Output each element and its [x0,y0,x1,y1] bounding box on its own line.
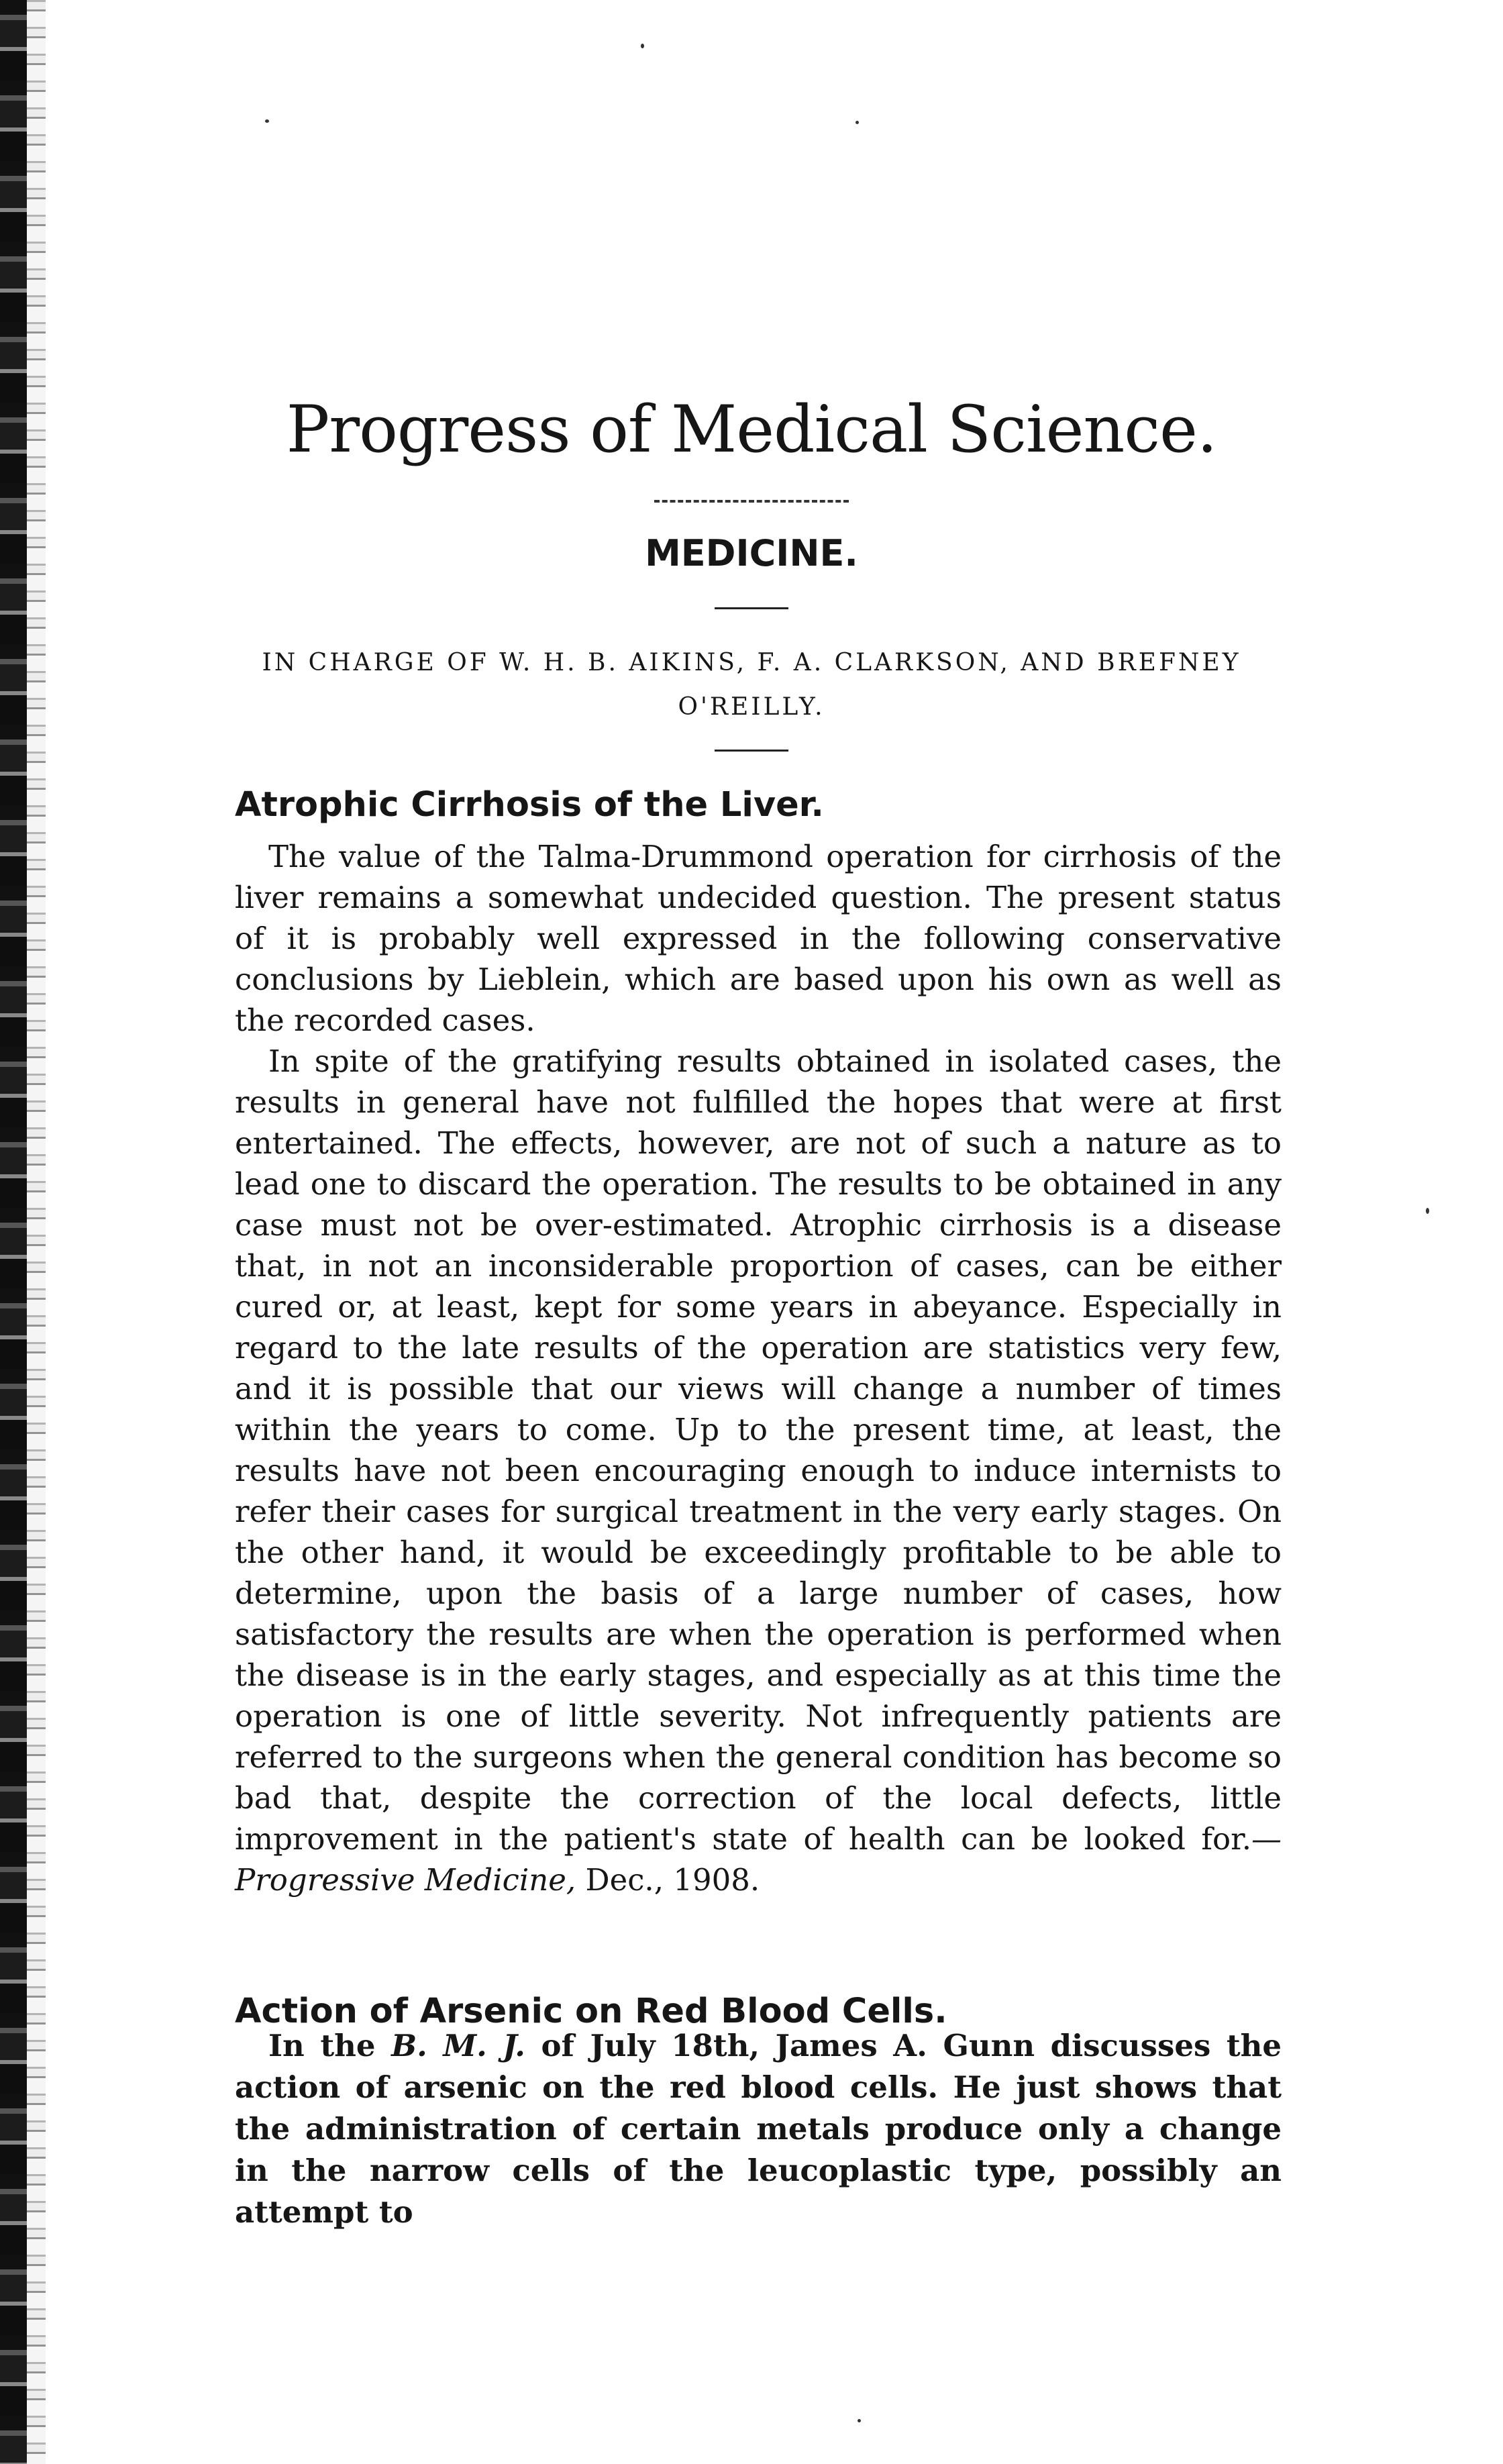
article-heading: Action of Arsenic on Red Blood Cells. [235,1992,947,2031]
editors-line: IN CHARGE OF W. H. B. AIKINS, F. A. CLARKSON, AND BREFNEY O'REILLY. [262,649,1241,721]
article-heading: Atrophic Cirrhosis of the Liver. [235,785,824,825]
article-paragraph [235,1041,1282,1900]
article-body [235,2025,1282,2233]
article-citation-date: Dec., 1908. [576,1862,760,1898]
section-divider [715,607,788,609]
print-speck [856,121,859,124]
article-paragraph-text: In spite of the gratifying results obtained in isolated cases, the results in general have not fulfilled the hopes that were at first entertained. The effects, however, are not of such a nature as to lead one to discard the operation. The results to be obtained in any case must not be over-estimated. Atrophic cirrhosis is a disease that, in not an inconsiderable proportion of cases, can be either cured or, at least, kept for some years in abeyance. Especially in regard to the late results of the operation are statistics very few, and it is possible that our views will change a number of times within the years to come. Up to the present time, at least, the results have not been encouraging enough to induce internists to refer their cases for surgical treatment in the very early stages. On the other hand, it would be exceedingly profitable to be able to determine, upon the basis of a large number of cases, how satisfactory the results are when the operation is performed when the disease is in the early stages, and especially as at this time the operation is one of little severity. Not infrequently patients are referred to the surgeons when the general condition has become so bad that, despite the correction of the local defects, little improvement in the patient's state of health can be looked for. [235,1043,1282,1857]
section-title: MEDICINE. [645,532,858,574]
book-binding-edge [0,0,27,2464]
page-title: Progress of Medical Science. [286,392,1217,467]
editors-divider [715,750,788,752]
print-speck [641,44,644,48]
print-speck [858,2419,861,2422]
page-gutter-shadow [27,0,46,2464]
article-paragraph: The value of the Talma-Drummond operation for cirrhosis of the liver remains a somewhat undecided question. The present status of it is probably well expressed in the following conservative conclusions by Lieblein, which are based upon his own as well as the recorded cases. [235,839,1282,1038]
print-speck [265,119,269,123]
article-body [235,836,1282,1900]
article-paragraph-text: In the [268,2028,392,2063]
article-paragraph-text: of July 18th, James A. Gunn discusses the action of arsenic on the red blood cells. He just shows that the administration of certain metals produce only a change in the narrow cells of the leucoplastic type, possibly an attempt to [235,2028,1282,2230]
print-speck [1426,1208,1429,1214]
journal-reference: B. M. J. [391,2028,525,2063]
article-paragraph [235,2025,1282,2233]
title-divider [654,500,849,503]
article-citation-journal: —Progressive Medicine, [235,1821,1282,1898]
